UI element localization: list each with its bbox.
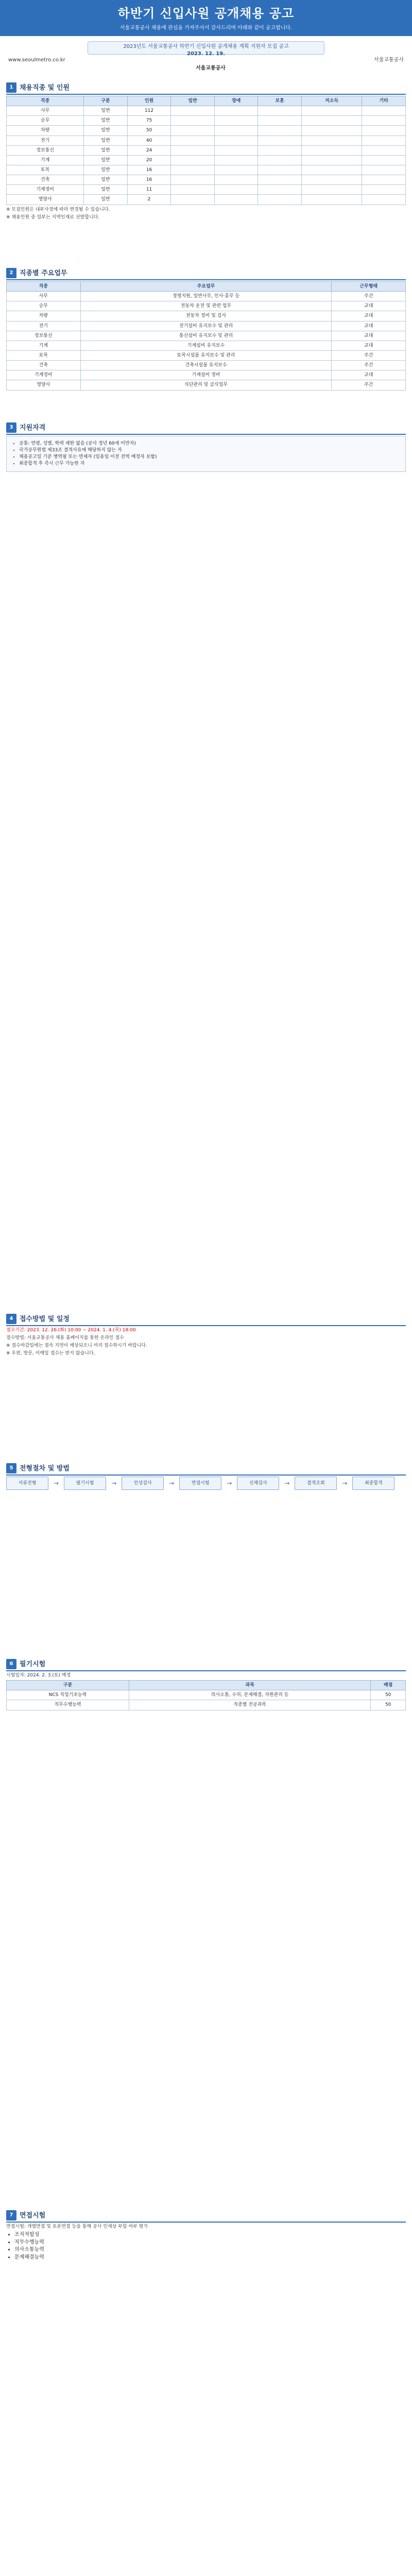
table-row [7,135,406,145]
table-cell: 토목 [7,165,84,175]
table-cell [258,175,302,185]
list-item: • 채용공고일 기준 병역필 또는 면제자 (임용일 이전 전역 예정자 포함) [19,454,401,460]
table-cell [362,175,406,185]
notice-box [88,41,324,55]
list-item: • 조직적합성 [14,2231,406,2239]
section-divider [6,1670,406,1671]
table-cell: 주간 [332,361,406,370]
flow-step: 최종합격 [352,1477,394,1490]
col-header: 직종 [7,96,84,106]
table-cell: 주간 [332,380,406,390]
table-cell: 기계 [7,341,81,350]
table-cell: 직종별 전공과목 [129,1700,370,1710]
table-cell [214,135,258,145]
arrow-right-icon: → [111,1479,117,1487]
table-cell [362,185,406,195]
table-cell [362,165,406,175]
table-cell: 일반 [84,106,128,116]
list-item: • 직무수행능력 [14,2239,406,2246]
table-cell: 75 [127,116,171,126]
table-cell: 전기 [7,135,84,145]
table-cell: 일반 [84,185,128,195]
table-row [7,350,406,360]
table-cell: 전기설비 유지보수 및 관리 [80,321,332,331]
table-cell: 주간 [332,350,406,360]
col-header: 근무형태 [332,282,406,292]
arrow-right-icon: → [54,1479,59,1487]
table-cell: 정보통신 [7,331,81,341]
table-cell [301,106,362,116]
section-header [6,422,406,433]
table-row [7,116,406,126]
col-header: 장애 [214,96,258,106]
table-row [7,341,406,350]
table-cell: 40 [127,135,171,145]
table-cell: 교대 [332,301,406,311]
section-number: 2 [6,268,16,278]
section-number: 7 [6,2210,16,2221]
section-number: 4 [6,1314,16,1324]
table-cell: 승무 [7,301,81,311]
section-6 [6,1659,406,1710]
list-item: • 문제해결능력 [14,2254,406,2261]
table-cell [171,145,215,155]
table-cell: 승무 [7,116,84,126]
flow-step: 면접시험 [179,1477,221,1490]
table-cell [258,106,302,116]
arrow-right-icon: → [342,1479,348,1487]
website-info [8,57,404,64]
interview-list [14,2231,406,2261]
table-row [7,361,406,370]
table-cell [301,175,362,185]
table-cell: 교대 [332,341,406,350]
table-row [7,301,406,311]
table-cell: 의사소통, 수리, 문제해결, 자원관리 등 [129,1690,370,1700]
table-cell [214,155,258,165]
col-header: 저소득 [301,96,362,106]
table-cell [301,116,362,126]
table-cell [362,135,406,145]
table-cell [171,195,215,205]
table-cell [214,116,258,126]
table-cell: 건축 [7,175,84,185]
table-row [7,331,406,341]
table-row [7,380,406,390]
table-cell [258,145,302,155]
table-cell [301,165,362,175]
table-row [7,175,406,185]
table-row [7,106,406,116]
table-cell [171,116,215,126]
table-cell [214,145,258,155]
application-method: 접수방법: 서울교통공사 채용 홈페이지를 통한 온라인 접수 [6,1335,124,1341]
table-cell: 일반 [84,145,128,155]
table-cell: 기계설비 정비 [80,370,332,380]
table-cell [214,175,258,185]
section-divider [6,279,406,280]
flow-step: 신체검사 [237,1477,279,1490]
table-cell: 교대 [332,331,406,341]
section-2 [6,268,406,391]
table-cell: 영양사 [7,380,81,390]
table-cell: 통신설비 유지보수 및 관리 [80,331,332,341]
table-cell: 토목시설물 유지보수 및 관리 [80,350,332,360]
table-cell [258,126,302,135]
table-cell [362,145,406,155]
list-item: • 국가공무원법 제33조 결격사유에 해당하지 않는 자 [19,447,401,453]
table-row [7,1700,406,1710]
section-7 [6,2210,406,2262]
website-link[interactable]: www.seoulmetro.co.kr [8,57,65,63]
table-cell: 11 [127,185,171,195]
table-cell: 토목 [7,350,81,360]
table-cell: 112 [127,106,171,116]
col-header: 구분 [7,1681,129,1690]
section-header [6,268,406,278]
table-cell: 20 [127,155,171,165]
section-divider [6,434,406,435]
page-subtitle: 서울교통공사 채용에 관심을 가져주셔서 감사드리며 아래와 같이 공고합니다. [119,25,293,31]
table-cell [362,195,406,205]
section-number: 6 [6,1659,16,1669]
table-cell [301,126,362,135]
col-header: 과목 [129,1681,370,1690]
section-5 [6,1463,406,1490]
table-cell: 일반 [84,116,128,126]
table-cell: 50 [371,1690,406,1700]
organization: 서울교통공사 [374,57,404,63]
table-cell [171,165,215,175]
table-cell: 일반 [84,126,128,135]
flow-step: 인성검사 [122,1477,164,1490]
table-cell [362,116,406,126]
table-cell [214,126,258,135]
section-title: 필기시험 [20,1660,46,1668]
table-cell: 건축시설물 유지보수 [80,361,332,370]
table-cell: 16 [127,175,171,185]
section-title: 접수방법 및 일정 [20,1315,70,1323]
interview-text: 면접시험: 개별면접 및 토론면접 등을 통해 공사 인재상 부합 여부 평가 [6,2224,148,2229]
table-cell [362,155,406,165]
table-cell [301,185,362,195]
table-cell [258,135,302,145]
table-cell: 건축 [7,361,81,370]
hero-banner [0,0,412,36]
exam-date: 시험일자: 2024. 2. 3.(토) 예정 [6,1673,71,1678]
section-number: 3 [6,422,16,433]
table-cell: 사무 [7,292,81,301]
section-header [6,1463,406,1473]
table-row [7,145,406,155]
application-period: 접수기간: 2023. 12. 26.(화) 10:00 ~ 2024. 1. 4.(목) 18:00 [6,1328,136,1333]
table-row [7,321,406,331]
col-header: 배점 [371,1681,406,1690]
flow-step: 결격조회 [295,1477,337,1490]
table-cell: 차량 [7,311,81,321]
section-title: 직종별 주요업무 [20,269,67,277]
table-cell: 일반 [84,175,128,185]
table-cell: 전동차 운전 및 관련 업무 [80,301,332,311]
table-cell [258,195,302,205]
table-cell: 기계설비 유지보수 [80,341,332,350]
table-cell: 주간 [332,292,406,301]
table-cell: 직무수행능력 [7,1700,129,1710]
table-cell: 전동차 정비 및 검사 [80,311,332,321]
section-title: 채용직종 및 인원 [20,84,70,92]
table-row [7,155,406,165]
table-row [7,165,406,175]
table-row [7,311,406,321]
table-cell [171,126,215,135]
table-cell: 일반 [84,195,128,205]
table-cell [214,185,258,195]
table-cell [171,155,215,165]
section-divider [6,1475,406,1476]
table-cell: 기계 [7,155,84,165]
col-header: 구분 [84,96,128,106]
col-header: 일반 [171,96,215,106]
table-cell: 50 [127,126,171,135]
qualification-box [6,436,406,472]
table-cell [171,106,215,116]
arrow-right-icon: → [284,1479,290,1487]
arrow-right-icon: → [169,1479,175,1487]
table-row [7,370,406,380]
section-number: 5 [6,1463,16,1473]
table-cell [362,106,406,116]
arrow-right-icon: → [227,1479,232,1487]
note: ※ 우편, 방문, 이메일 접수는 받지 않습니다. [6,1351,95,1357]
note: ※ 모집인원은 내부사정에 따라 변경될 수 있습니다. [6,207,110,212]
table-row [7,195,406,205]
table-cell [301,135,362,145]
org-seal-text: 서울교통공사 [196,65,226,71]
col-header: 주요업무 [80,282,332,292]
table-cell: 2 [127,195,171,205]
table-cell [301,145,362,155]
table-cell: 사무 [7,106,84,116]
table-cell: 일반 [84,165,128,175]
section-3 [6,422,406,472]
table-cell: 차량 [7,126,84,135]
table-cell [301,155,362,165]
table-cell [214,195,258,205]
table-cell: 16 [127,165,171,175]
exam-table [6,1680,406,1710]
duty-table [6,281,406,391]
table-cell [214,165,258,175]
table-cell: 24 [127,145,171,155]
table-cell: 기계정비 [7,185,84,195]
table-cell [362,126,406,135]
section-title: 전형절차 및 방법 [20,1465,70,1472]
notice-date: 2023. 12. 19. [186,50,226,57]
section-title: 지원자격 [20,424,46,432]
table-cell [258,185,302,195]
col-header: 인원 [127,96,171,106]
table-cell [258,165,302,175]
section-1 [6,82,406,222]
section-header [6,2210,406,2221]
table-cell: 일반 [84,155,128,165]
section-divider [6,2222,406,2223]
col-header: 보훈 [258,96,302,106]
section-header [6,82,406,93]
table-cell: 기계정비 [7,370,81,380]
table-row [7,185,406,195]
table-cell: 교대 [332,321,406,331]
note: ※ 채용인원 중 일부는 지역인재로 선발합니다. [6,214,100,220]
table-cell: 정보통신 [7,145,84,155]
list-item: • 최종합격 후 즉시 근무 가능한 자 [19,461,401,467]
table-cell: 일반 [84,135,128,145]
notice-text: 2023년도 서울교통공사 하반기 신입사원 공개채용 계획 지원자 모집 공고 [123,44,289,49]
table-cell [171,175,215,185]
table-cell [258,116,302,126]
table-cell [258,155,302,165]
section-title: 면접시험 [20,2212,46,2219]
table-cell [301,195,362,205]
table-cell: 전기 [7,321,81,331]
table-cell [171,135,215,145]
qualification-list [19,440,401,467]
list-item: • 의사소통능력 [14,2246,406,2253]
col-header: 기타 [362,96,406,106]
table-row [7,292,406,301]
section-divider [6,94,406,95]
table-cell: 경영지원, 일반사무, 인사·총무 등 [80,292,332,301]
section-4 [6,1314,406,1359]
page-title: 하반기 신입사원 공개채용 공고 [117,6,295,21]
table-cell [171,185,215,195]
table-cell: 식단관리 및 급식업무 [80,380,332,390]
section-header [6,1659,406,1669]
table-cell: 영양사 [7,195,84,205]
section-header [6,1314,406,1324]
table-cell: NCS 직업기초능력 [7,1690,129,1700]
table-cell [214,106,258,116]
note: ※ 접수마감일에는 접속 지연이 예상되오니 미리 접수하시기 바랍니다. [6,1343,147,1349]
recruitment-table [6,96,406,205]
flow-step: 서류전형 [6,1477,48,1490]
selection-flow [6,1477,406,1490]
col-header: 직종 [7,282,81,292]
table-cell: 50 [371,1700,406,1710]
flow-step: 필기시험 [64,1477,106,1490]
section-number: 1 [6,82,16,93]
table-row [7,126,406,135]
section-divider [6,1325,406,1326]
table-cell: 교대 [332,370,406,380]
table-cell: 교대 [332,311,406,321]
table-row [7,1690,406,1700]
list-item: • 공통: 연령, 성별, 학력 제한 없음 (공사 정년 60세 미만자) [19,440,401,447]
